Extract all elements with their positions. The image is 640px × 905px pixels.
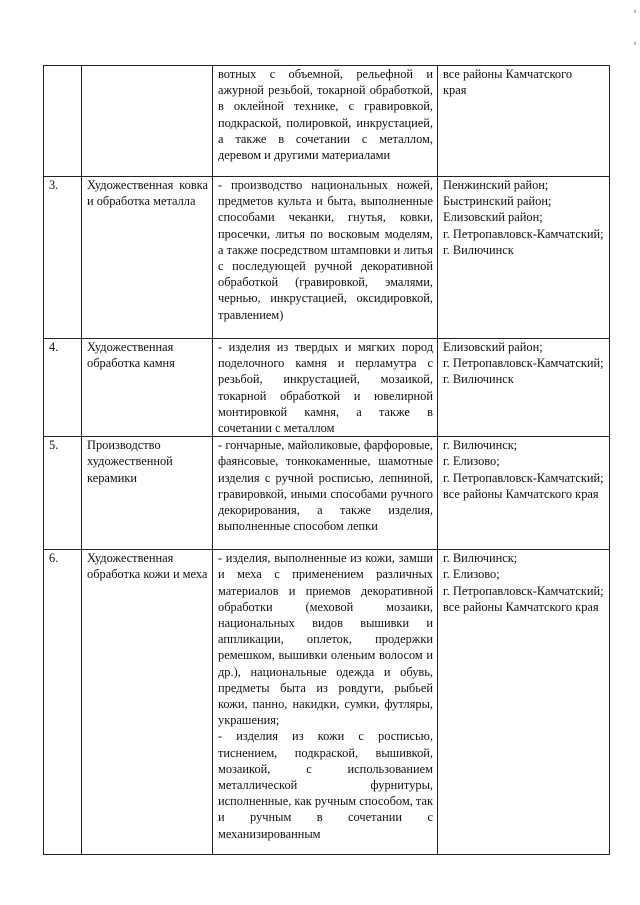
crafts-table [43,65,610,855]
craft-description: - производство национальных ножей, предметов культа и быта, выполненные способами чеканки, гнутья, ковки, просечки, литья по восковым моделям, а также посредством штамповки и литья с последующей ручной декоративной обработкой (гравировкой, эмалями, чернью, инкрустацией, оксидировкой, травлением) [213,177,438,339]
craft-name [82,66,213,177]
row-number: 4. [44,339,82,437]
row-number: 5. [44,437,82,550]
row-number [44,66,82,177]
craft-name: Художественная обработка камня [82,339,213,437]
craft-areas: все районы Камчатского края [438,66,610,177]
table-row [44,550,610,855]
table-row [44,437,610,550]
craft-name: Художественная ковка и обработка металла [82,177,213,339]
craft-areas: г. Вилючинск; г. Елизово; г. Петропавловск-Камчатский; все районы Камчатского края [438,437,610,550]
table-row [44,177,610,339]
craft-name: Художественная обработка кожи и меха [82,550,213,855]
craft-description: вотных с объемной, рельефной и ажурной резьбой, токарной обработкой, в оклейной технике, с гравировкой, подкраской, полировкой, инкрустацией, а также в сочетании с металлом, деревом и другими материалами [213,66,438,177]
craft-description: - изделия из твердых и мягких пород поделочного камня и перламутра с резьбой, инкрустацией, мозаикой, токарной обработкой и ювелирной монтировкой камня, а также в сочетании с металлом [213,339,438,437]
row-number: 3. [44,177,82,339]
craft-description: - гончарные, майоликовые, фарфоровые, фаянсовые, тонкокаменные, шамотные изделия с ручной росписью, лепниной, гравировкой, иными способами ручного декорирования, а также изделия, выполненные способом лепки [213,437,438,550]
scan-mark [634,10,636,13]
row-number: 6. [44,550,82,855]
craft-areas: Пенжинский район; Быстринский район; Елизовский район; г. Петропавловск-Камчатский; г. Вилючинск [438,177,610,339]
scan-mark [634,42,636,45]
table-row [44,339,610,437]
craft-areas: Елизовский район; г. Петропавловск-Камчатский; г. Вилючинск [438,339,610,437]
craft-description: - изделия, выполненные из кожи, замши и меха с применением различных материалов и приемов декоративной обработки (меховой мозаики, национальных видов вышивки и аппликации, оплеток, продержки ремешком, вышивки оленьим волосом и др.), национальные одежда и обувь, предметы быта из ровдуги, рыбьей кожи, панно, накидки, сумки, футляры, украшения; - изделия из кожи с росписью, тиснением, подкраской, вышивкой, мозаикой, с использованием металлической фурнитуры, исполненные, как ручным способом, так и ручным в сочетании с механизированным [213,550,438,855]
table-row [44,66,610,177]
craft-name: Производство художественной керамики [82,437,213,550]
craft-areas: г. Вилючинск; г. Елизово; г. Петропавловск-Камчатский; все районы Камчатского края [438,550,610,855]
